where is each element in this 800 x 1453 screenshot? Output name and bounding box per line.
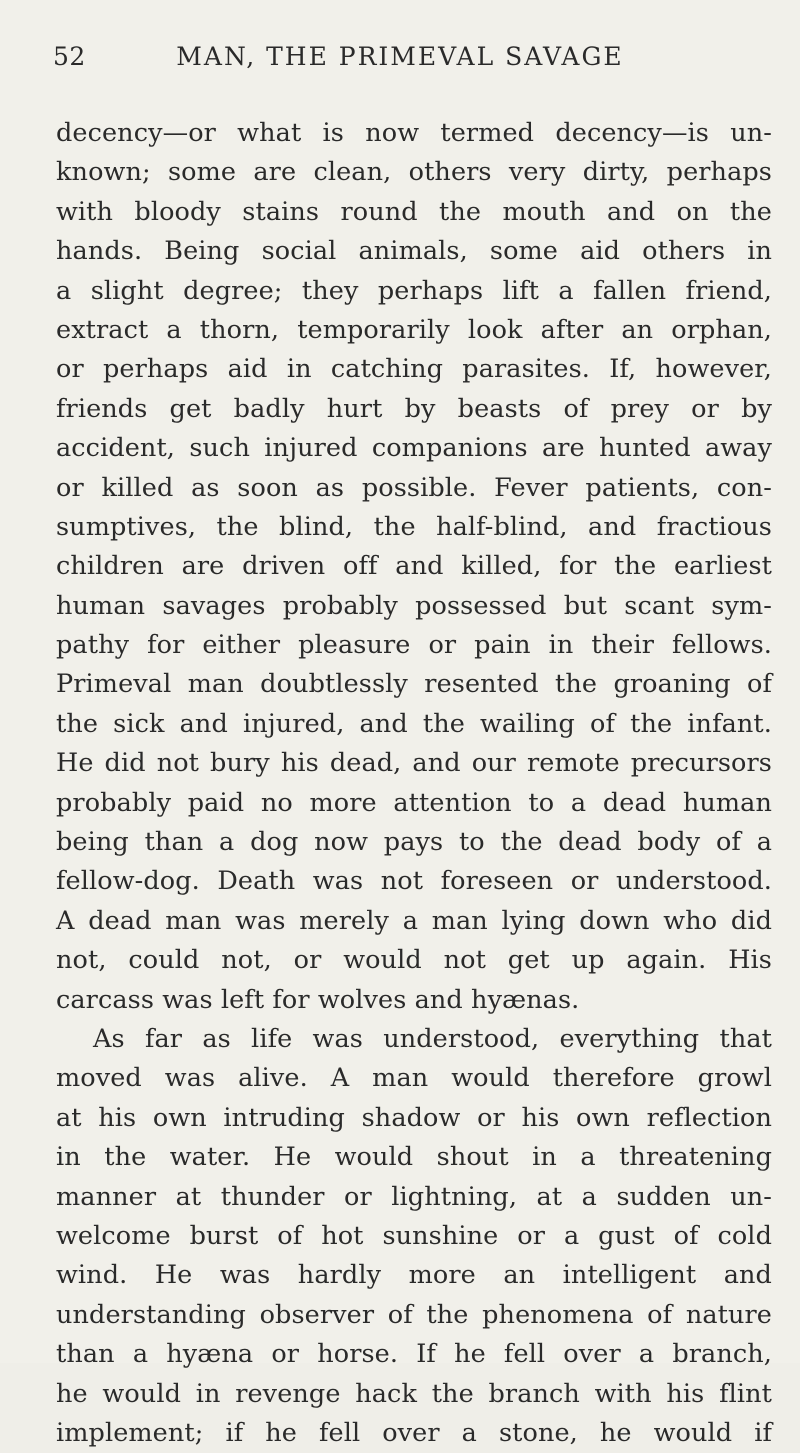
text-line: human savages probably possessed but scant sym- [56,590,772,621]
text-line: fellow-dog. Death was not foreseen or understood. [56,866,772,897]
text-line: welcome burst of hot sunshine or a gust of cold [56,1220,772,1251]
text-line: in the water. He would shout in a threatening [56,1142,772,1173]
text-line: moved was alive. A man would therefore growl [56,1063,772,1094]
text-line: or killed as soon as possible. Fever patients, con- [56,472,772,503]
text-line: the sick and injured, and the wailing of the infant. [56,708,772,739]
running-title: MAN, THE PRIMEVAL SAVAGE [176,42,624,71]
text-line: sumptives, the blind, the half-blind, and fractious [56,511,772,542]
text-line: children are driven off and killed, for the earliest [56,551,772,582]
body-text [56,114,772,1453]
text-line: A dead man was merely a man lying down who did [56,905,772,936]
text-line: at his own intruding shadow or his own reflection [56,1102,772,1133]
text-line: extract a thorn, temporarily look after an orphan, [56,314,772,345]
text-line: friends get badly hurt by beasts of prey or by [56,393,772,424]
text-line: probably paid no more attention to a dead human [56,787,772,818]
text-line: hands. Being social animals, some aid others in [56,236,772,267]
text-line: known; some are clean, others very dirty, perhaps [56,157,772,188]
text-line: Primeval man doubtlessly resented the groaning of [56,669,772,700]
paragraph-end-line: carcass was left for wolves and hyænas. [56,984,580,1015]
text-line: than a hyæna or horse. If he fell over a branch, [56,1339,772,1370]
text-line: not, could not, or would not get up again. His [56,945,772,976]
text-line: wind. He was hardly more an intelligent and [56,1260,772,1291]
running-head [0,42,800,82]
text-line: manner at thunder or lightning, at a sudden un- [56,1181,772,1212]
text-line: or perhaps aid in catching parasites. If, however, [56,354,772,385]
text-line: understanding observer of the phenomena of nature [56,1299,772,1330]
text-line: a slight degree; they perhaps lift a fallen friend, [56,275,772,306]
paragraph-start-line: As far as life was understood, everything that [93,1023,772,1054]
text-line: he would in revenge hack the branch with his flint [56,1378,772,1409]
text-line: pathy for either pleasure or pain in their fellows. [56,630,772,661]
text-line: decency—or what is now termed decency—is un- [56,118,772,148]
text-line: being than a dog now pays to the dead body of a [56,827,772,858]
text-line: with bloody stains round the mouth and on the [56,196,772,227]
page-number: 52 [53,42,86,71]
text-line: implement; if he fell over a stone, he would if [56,1417,772,1448]
text-line: accident, such injured companions are hunted away [56,433,772,464]
text-line: He did not bury his dead, and our remote precursors [56,748,772,779]
